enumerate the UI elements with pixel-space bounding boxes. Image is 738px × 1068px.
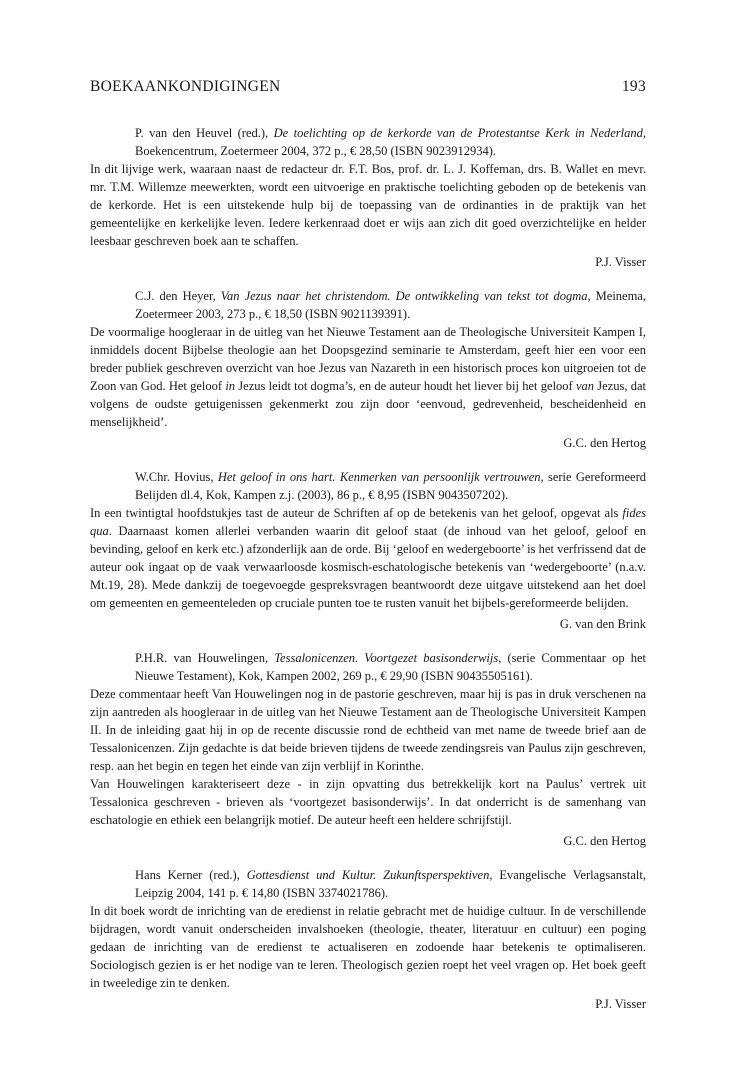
page-header	[90, 78, 646, 96]
book-title: Gottesdienst und Kultur. Zukunftsperspektiven	[246, 868, 490, 882]
book-title: De toelichting op de kerkorde van de Protestantse Kerk in Nederland	[273, 126, 643, 140]
review-item	[90, 649, 646, 850]
review-item	[90, 866, 646, 1013]
review-citation: P. van den Heuvel (red.), De toelichting op de kerkorde van de Protestantse Kerk in Nederland, Boekencentrum, Zoetermeer 2004, 372 p., € 28,50 (ISBN 9023912934).	[135, 126, 647, 158]
review-body: Deze commentaar heeft Van Houwelingen nog in de pastorie geschreven, maar hij is pas in druk verschenen na zijn aantreden als hoogleraar in de uitleg van het Nieuwe Testament aan de Theologische Universiteit Kampen II. In de inleiding gaat hij in op de recente discussie rond de echtheid van met name de tweede brief aan de Tessalonicenzen. Zijn gedachte is dat beide brieven tijdens de tweede zendingsreis van Paulus zijn geschreven, resp. aan het begin en tegen het einde van zijn verblijf in Korinthe.	[90, 687, 646, 773]
review-item	[90, 287, 646, 452]
book-title: Van Jezus naar het christendom. De ontwikkeling van tekst tot dogma	[220, 289, 588, 303]
review-body: In dit lijvige werk, waaraan naast de redacteur dr. F.T. Bos, prof. dr. L. J. Koffeman, drs. B. Wallet en mevr. mr. T.M. Willemze meewerkten, wordt een uitvoerige en praktische toelichting geboden op de betekenis van de kerkorde. Het is een uitstekende hulp bij de toepassing van de ordinanties in de praktijk van het gemeentelijke en kerkelijke leven. Iedere kerkenraad doet er wijs aan zich dit goed overzichtelijke en helder leesbaar geschreven boek aan te schaffen.	[90, 162, 646, 248]
reviewer-name: P.J. Visser	[595, 997, 646, 1011]
reviewer-name: G. van den Brink	[559, 617, 646, 631]
review-citation: Hans Kerner (red.), Gottesdienst und Kultur. Zukunftsperspektiven, Evangelische Verlagsanstalt, Leipzig 2004, 141 p. € 14,80 (ISBN 3374021786).	[135, 868, 646, 900]
review-citation: W.Chr. Hovius, Het geloof in ons hart. Kenmerken van persoonlijk vertrouwen, serie Gereformeerd Belijden dl.4, Kok, Kampen z.j. (2003), 86 p., € 8,95 (ISBN 9043507202).	[135, 470, 646, 502]
review-item	[90, 468, 646, 633]
reviewer-name: P.J. Visser	[595, 255, 646, 269]
running-title: BOEKAANKONDIGINGEN	[90, 78, 281, 95]
review-body: Van Houwelingen karakteriseert deze - in zijn opvatting dus betrekkelijk kort na Paulus’ vertrek uit Tessalonica geschreven - brieven als ‘voortgezet basisonderwijs’. In dat onderricht is de samenhang van eschatologie en ethiek een belangrijk motief. De auteur heeft een heldere schrijfstijl.	[90, 777, 646, 827]
review-citation: C.J. den Heyer, Van Jezus naar het christendom. De ontwikkeling van tekst tot dogma, Meinema, Zoetermeer 2003, 273 p., € 18,50 (ISBN 9021139391).	[135, 289, 646, 321]
review-body: De voormalige hoogleraar in de uitleg van het Nieuwe Testament aan de Theologische Universiteit Kampen I, inmiddels docent Bijbelse theologie aan het Doopsgezind seminarie te Amsterdam, geeft hier een voor een breder publiek geschreven overzicht van hoe Jezus van Nazareth in een historisch proces kon uitgroeien tot de Zoon van God. Het geloof in Jezus leidt tot dogma’s, en de auteur houdt het liever bij het geloof van Jezus, dat volgens de oudste getuigenissen gekenmerkt zou zijn door ‘eenvoud, gedrevenheid, bescheidenheid en menselijkheid’.	[90, 325, 646, 429]
page-content	[90, 124, 646, 1029]
reviewer-name: G.C. den Hertog	[563, 834, 646, 848]
book-title: Het geloof in ons hart. Kenmerken van persoonlijk vertrouwen	[217, 470, 541, 484]
book-title: Tessalonicenzen. Voortgezet basisonderwijs	[274, 651, 499, 665]
review-body: In dit boek wordt de inrichting van de eredienst in relatie gebracht met de huidige cultuur. In de verschillende bijdragen, wordt vanuit onderscheiden invalshoeken (theologie, theater, literatuur en cultuur) een poging gedaan de inrichting van de eredienst te actualiseren en zodoende haar betekenis te optimaliseren. Sociologisch gezien is er het nodige van te leren. Theologisch gezien roept het veel vragen op. Het boek geeft in tweeledige zin te denken.	[90, 904, 646, 990]
review-body: In een twintigtal hoofdstukjes tast de auteur de Schriften af op de betekenis van het geloof, opgevat als fides qua. Daarnaast komen allerlei verbanden waarin dit geloof staat (de inhoud van het geloof, geloof en bevinding, geloof en kerk etc.) afzonderlijk aan de orde. Bij ‘geloof en wedergeboorte’ is het verfrissend dat de auteur ook ingaat op de vaak verwaarloosde kosmisch-eschatologische betekenis van ‘wedergeboorte’ (n.a.v. Mt.19, 28). Mede dankzij de toegevoegde gespreksvragen beantwoordt deze uitgave uitstekend aan het doel om gemeenten en gemeenteleden op cruciale punten toe te rusten vanuit het bijbels-gereformeerde belijden.	[90, 506, 646, 610]
reviewer-name: G.C. den Hertog	[563, 436, 646, 450]
page-number: 193	[621, 78, 646, 95]
review-item	[90, 124, 646, 271]
review-citation: P.H.R. van Houwelingen, Tessalonicenzen. Voortgezet basisonderwijs, (serie Commentaar op het Nieuwe Testament), Kok, Kampen 2002, 269 p., € 29,90 (ISBN 90435505161).	[135, 651, 647, 683]
